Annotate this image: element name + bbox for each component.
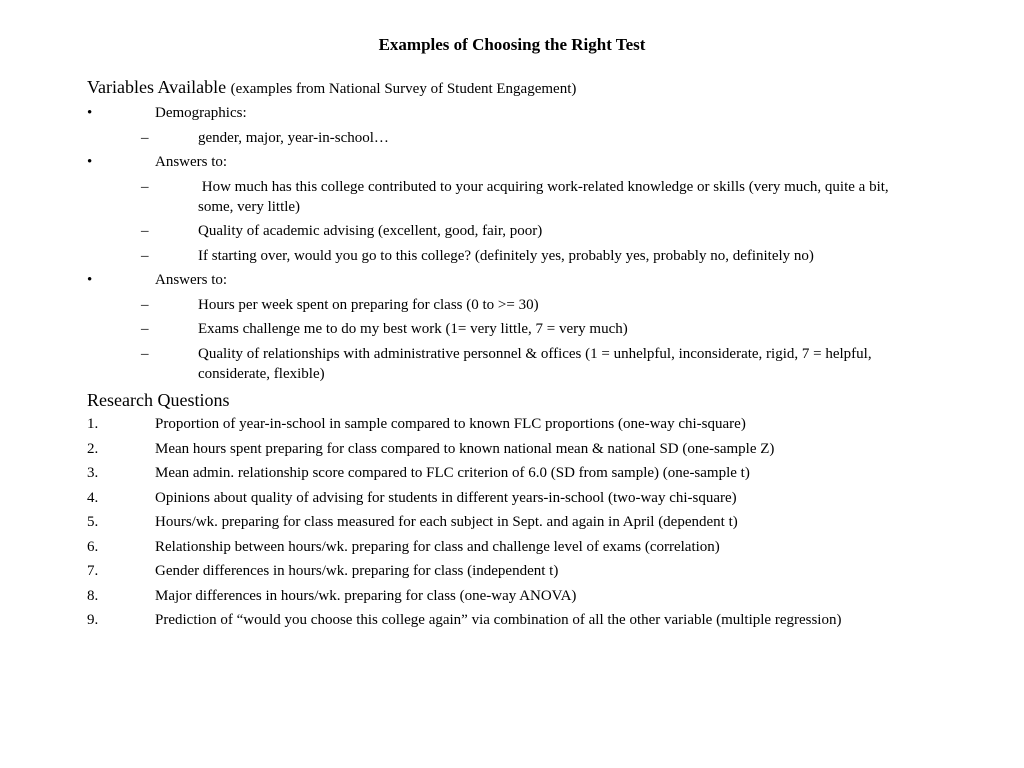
question-text: Opinions about quality of advising for students in different years-in-school (two-way chi-square): [155, 489, 737, 506]
sub-item-text: Exams challenge me to do my best work (1= very little, 7 = very much): [198, 321, 628, 337]
variables-heading-note: (examples from National Survey of Student Engagement): [230, 81, 577, 97]
sub-item: [87, 319, 927, 339]
bullet-item-demographics: [87, 103, 927, 123]
dash-marker: –: [141, 178, 149, 195]
dash-marker: –: [141, 345, 149, 362]
research-heading: Research Questions: [87, 390, 230, 410]
question-item: [87, 488, 927, 508]
dash-marker: –: [141, 247, 149, 264]
question-number: 6.: [87, 538, 99, 555]
bullet-item-answers-2: [87, 270, 927, 290]
question-text: Prediction of “would you choose this college again” via combination of all the other variable (multiple regression): [155, 612, 842, 628]
dash-marker: –: [141, 223, 149, 239]
question-item: [87, 512, 927, 532]
bullet-marker: •: [87, 272, 93, 288]
bullet-item-answers-1: [87, 152, 927, 172]
sub-item: [87, 295, 927, 315]
question-item: [87, 610, 927, 630]
bullet-label: Answers to:: [155, 154, 228, 170]
sub-item-text: Quality of relationships with administrative personnel & offices (1 = unhelpful, inconsiderate, rigid, 7 = helpful, considerate, flexible): [198, 345, 872, 382]
question-item: [87, 414, 927, 434]
bullet-label: Demographics:: [155, 105, 247, 121]
sub-item-text: gender, major, year-in-school…: [198, 129, 389, 146]
question-number: 4.: [87, 489, 99, 506]
question-number: 3.: [87, 465, 99, 481]
dash-marker: –: [141, 129, 149, 146]
question-number: 2.: [87, 440, 99, 457]
question-text: Major differences in hours/wk. preparing for class (one-way ANOVA): [155, 587, 577, 604]
page-title: Examples of Choosing the Right Test: [378, 35, 646, 54]
question-number: 9.: [87, 612, 99, 628]
question-item: [87, 439, 927, 459]
dash-marker: –: [141, 321, 149, 337]
question-text: Proportion of year-in-school in sample compared to known FLC proportions (one-way chi-square): [155, 416, 746, 432]
question-item: [87, 561, 927, 581]
sub-item: [87, 177, 927, 217]
bullet-label: Answers to:: [155, 272, 228, 288]
question-number: 7.: [87, 563, 99, 579]
question-text: Mean admin. relationship score compared to FLC criterion of 6.0 (SD from sample) (one-sample t): [155, 465, 750, 481]
sub-item: [87, 221, 927, 241]
sub-item-text: How much has this college contributed to your acquiring work-related knowledge or skills (very much, quite a bit, some, very little): [198, 178, 893, 215]
sub-item-text: If starting over, would you go to this college? (definitely yes, probably yes, probably no, definitely no): [198, 247, 814, 264]
question-text: Hours/wk. preparing for class measured for each subject in Sept. and again in April (dependent t): [155, 514, 738, 530]
question-text: Gender differences in hours/wk. preparing for class (independent t): [155, 563, 559, 579]
sub-item: [87, 344, 927, 384]
bullet-marker: •: [87, 105, 93, 121]
question-item: [87, 463, 927, 483]
question-item: [87, 537, 927, 557]
question-text: Mean hours spent preparing for class compared to known national mean & national SD (one-sample Z): [155, 440, 775, 457]
sub-item-text: Hours per week spent on preparing for class (0 to >= 30): [198, 296, 539, 313]
variables-heading-label: Variables Available: [87, 77, 227, 97]
question-number: 1.: [87, 416, 99, 432]
question-number: 8.: [87, 587, 99, 604]
sub-item: [87, 246, 927, 266]
slide-content: [87, 73, 927, 635]
sub-item: [87, 128, 927, 148]
question-number: 5.: [87, 514, 99, 530]
sub-item-text: Quality of academic advising (excellent, good, fair, poor): [198, 223, 543, 239]
dash-marker: –: [141, 296, 149, 313]
question-item: [87, 586, 927, 606]
variables-heading: [87, 75, 927, 101]
bullet-marker: •: [87, 154, 93, 170]
question-text: Relationship between hours/wk. preparing for class and challenge level of exams (correlation): [155, 538, 720, 555]
